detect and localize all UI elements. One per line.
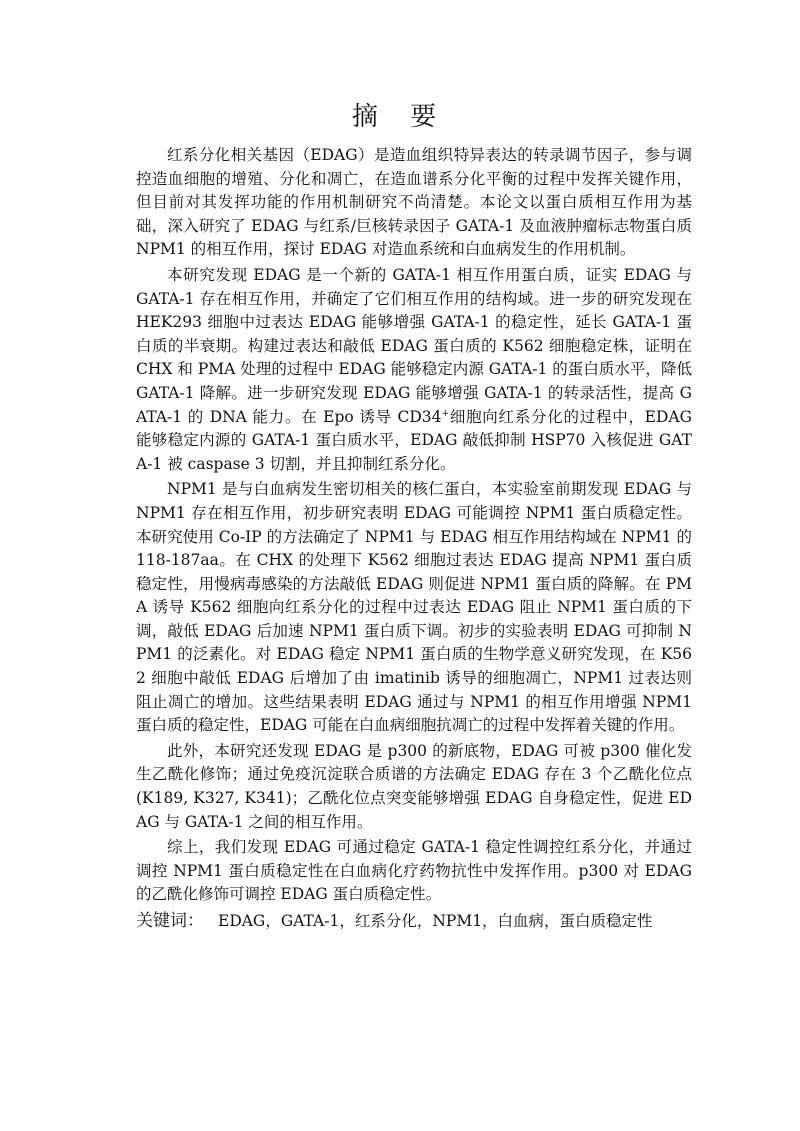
keywords-line [136, 909, 692, 933]
paragraph-3: NPM1 是与白血病发生密切相关的核仁蛋白，本实验室前期发现 EDAG 与 NPM1 存在相互作用，初步研究表明 EDAG 可能调控 NPM1 蛋白质稳定性。本研究使用 Co-IP 的方法确定了 NPM1 与 EDAG 相互作用结构域在 NPM1 的 118-187aa。在 CHX 的处理下 K562 细胞过表达 EDAG 提高 NPM1 蛋白质稳定性，用慢病毒感染的方法敲低 EDAG 则促进 NPM1 蛋白质的降解。在 PMA 诱导 K562 细胞向红系分化的过程中过表达 EDAG 阻止 NPM1 蛋白质的下调，敲低 EDAG 后加速 NPM1 蛋白质下调。初步的实验表明 EDAG 可抑制 NPM1 的泛素化。对 EDAG 稳定 NPM1 蛋白质的生物学意义研究发现，在 K562 细胞中敲低 EDAG 后增加了由 imatinib 诱导的细胞凋亡，NPM1 过表达则阻止凋亡的增加。这些结果表明 EDAG 通过与 NPM1 的相互作用增强 NPM1 蛋白质的稳定性，EDAG 可能在白血病细胞抗凋亡的过程中发挥着关键的作用。 [136, 480, 692, 735]
superscript-plus: + [441, 408, 450, 419]
abstract-body [136, 144, 692, 933]
abstract-title: 摘 要 [351, 102, 449, 132]
paragraph-1: 红系分化相关基因（EDAG）是造血组织特异表达的转录调节因子，参与调控造血细胞的增殖、分化和凋亡，在造血谱系分化平衡的过程中发挥关键作用，但目前对其发挥功能的作用机制研究不尚清楚。本论文以蛋白质相互作用为基础，深入研究了 EDAG 与红系/巨核转录因子 GATA-1 及血液肿瘤标志物蛋白质 NPM1 的相互作用，探讨 EDAG 对造血系统和白血病发生的作用机制。 [136, 146, 692, 259]
paragraph-2-text-b: 细胞向红系分化的过程中，EDAG 能够稳定内源的 GATA-1 蛋白质水平，EDAG 敲低抑制 HSP70 入核促进 GATA-1 被 caspase 3 切割，并且抑制红系分化。 [136, 407, 692, 473]
paragraph-2 [136, 264, 692, 476]
keywords-label: 关键词： [136, 911, 204, 931]
paragraph-2-text-a: 本研究发现 EDAG 是一个新的 GATA-1 相互作用蛋白质，证实 EDAG 与 GATA-1 存在相互作用，并确定了它们相互作用的结构域。进一步的研究发现在 HEK293 细胞中过表达 EDAG 能够增强 GATA-1 的稳定性，延长 GATA-1 蛋白质的半衰期。构建过表达和敲低 EDAG 蛋白质的 K562 细胞稳定株，证明在 CHX 和 PMA 处理的过程中 EDAG 能够稳定内源 GATA-1 的蛋白质水平，降低 GATA-1 降解。进一步研究发现 EDAG 能够增强 GATA-1 的转录活性，提高 GATA-1 的 DNA 能力。在 Epo 诱导 CD34 [136, 265, 692, 426]
keywords-text: EDAG，GATA-1，红系分化，NPM1，白血病，蛋白质稳定性 [218, 912, 653, 930]
paragraph-5: 综上，我们发现 EDAG 可通过稳定 GATA-1 稳定性调控红系分化，并通过调控 NPM1 蛋白质稳定性在白血病化疗药物抗性中发挥作用。p300 对 EDAG 的乙酰化修饰可调控 EDAG 蛋白质稳定性。 [136, 838, 692, 904]
paragraph-4: 此外，本研究还发现 EDAG 是 p300 的新底物，EDAG 可被 p300 催化发生乙酰化修饰；通过免疫沉淀联合质谱的方法确定 EDAG 存在 3 个乙酰化位点(K189, K327, K341)；乙酰化位点突变能够增强 EDAG 自身稳定性，促进 EDAG 与 GATA-1 之间的相互作用。 [136, 741, 692, 831]
